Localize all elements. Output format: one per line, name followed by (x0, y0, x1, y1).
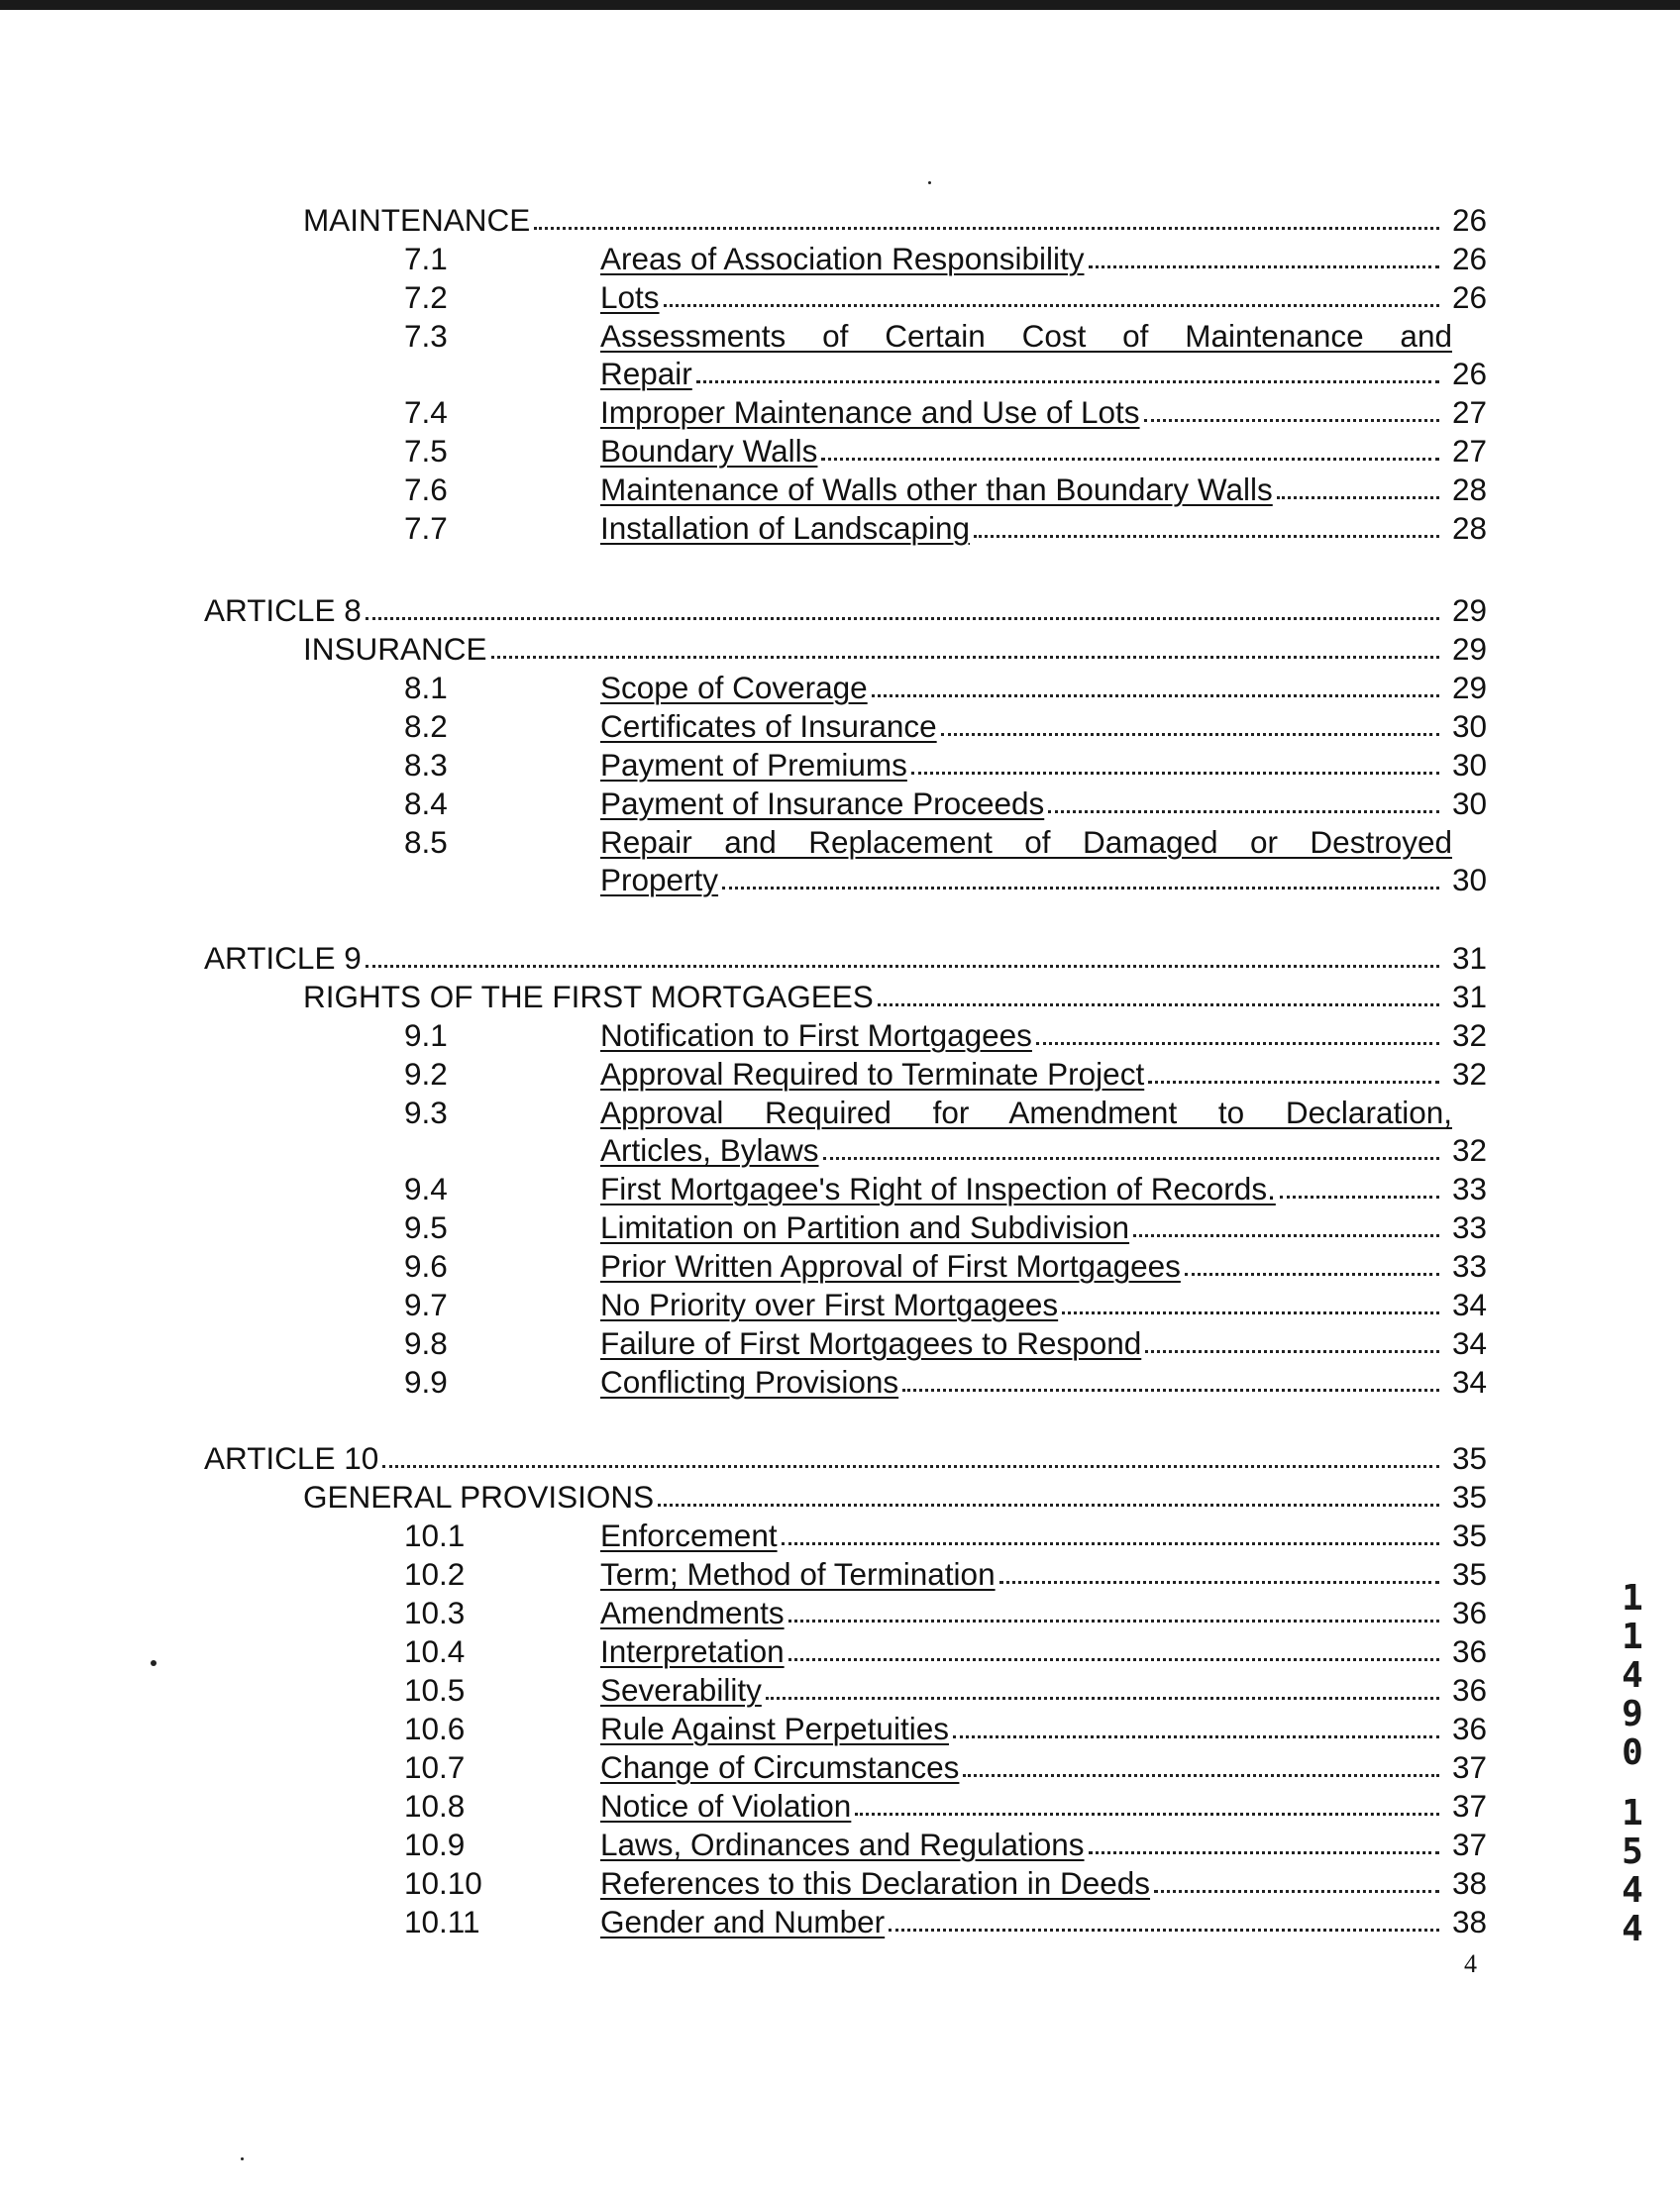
item-number: 7.6 (404, 471, 448, 507)
page-ref: 30 (1451, 708, 1487, 744)
item-title-line2-row (600, 861, 1487, 898)
item-title: Payment of Insurance Proceeds (600, 786, 1045, 821)
page-ref: 36 (1451, 1711, 1487, 1746)
dot-leader (941, 733, 1439, 736)
item-title-line1: Repair and Replacement of Damaged or Destroyed (600, 824, 1452, 860)
dot-leader (782, 1542, 1439, 1545)
page-ref: 28 (1451, 471, 1487, 507)
item-title: Boundary Walls (600, 433, 818, 469)
toc-item-10-7 (404, 1748, 1487, 1786)
dot-leader (664, 304, 1439, 307)
item-number: 8.3 (404, 747, 448, 783)
item-number: 9.3 (404, 1095, 448, 1130)
stamp-digit: 1 (1622, 1617, 1643, 1657)
dot-leader (999, 1581, 1439, 1584)
item-number: 9.2 (404, 1056, 448, 1092)
toc-item-8-1 (404, 669, 1487, 706)
page-ref: 32 (1451, 1132, 1487, 1168)
toc-item-9-1 (404, 1016, 1487, 1054)
page-ref: 26 (1451, 202, 1487, 238)
stamp-digit: 4 (1622, 1870, 1643, 1911)
dot-leader (534, 227, 1439, 230)
item-number: 8.2 (404, 708, 448, 744)
dot-leader (1154, 1890, 1439, 1893)
item-title: Limitation on Partition and Subdivision (600, 1209, 1130, 1245)
item-title: Failure of First Mortgagees to Respond (600, 1325, 1142, 1361)
stamp-digit: 0 (1622, 1732, 1643, 1773)
stamp-digit: 1 (1622, 1578, 1643, 1619)
stamp-digit: 5 (1622, 1832, 1643, 1872)
item-number: 8.5 (404, 824, 448, 860)
item-title: Payment of Premiums (600, 747, 907, 783)
page-ref: 27 (1451, 433, 1487, 469)
dot-leader (823, 1157, 1439, 1160)
item-title: No Priority over First Mortgagees (600, 1287, 1059, 1322)
item-title: Notice of Violation (600, 1788, 852, 1824)
article-label: ARTICLE 8 (204, 592, 362, 628)
page-ref: 36 (1451, 1672, 1487, 1708)
toc-item-9-2 (404, 1055, 1487, 1093)
dot-leader (1062, 1311, 1439, 1314)
page-ref: 35 (1451, 1440, 1487, 1476)
dot-leader (658, 1504, 1439, 1507)
section-title: RIGHTS OF THE FIRST MORTGAGEES (303, 979, 874, 1014)
dot-leader (872, 694, 1439, 697)
item-title: Improper Maintenance and Use of Lots (600, 394, 1140, 430)
item-title-line2-row (600, 1131, 1487, 1169)
page-ref: 38 (1451, 1865, 1487, 1901)
dot-leader (1277, 496, 1439, 499)
toc-item-10-4 (404, 1632, 1487, 1670)
page-ref: 30 (1451, 747, 1487, 783)
page-ref: 29 (1451, 670, 1487, 705)
item-title: Severability (600, 1672, 762, 1708)
toc-section-general-provisions (303, 1478, 1487, 1516)
document-stamp-number (1613, 1579, 1652, 1948)
item-number: 10.3 (404, 1595, 466, 1630)
item-title: Notification to First Mortgagees (600, 1017, 1032, 1053)
page-ref: 26 (1451, 279, 1487, 315)
page-ref: 33 (1451, 1248, 1487, 1284)
item-number: 10.8 (404, 1788, 466, 1824)
page-ref: 34 (1451, 1287, 1487, 1322)
dot-leader (1089, 265, 1440, 268)
page-ref: 37 (1451, 1788, 1487, 1824)
dot-leader (1145, 1350, 1439, 1353)
page-number: 4 (1464, 1949, 1477, 1978)
toc-item-10-8 (404, 1787, 1487, 1825)
toc-item-10-3 (404, 1594, 1487, 1631)
page-ref: 32 (1451, 1056, 1487, 1092)
page-ref: 31 (1451, 940, 1487, 976)
dot-leader (1089, 1851, 1439, 1854)
page-ref: 37 (1451, 1827, 1487, 1862)
dot-leader (696, 380, 1439, 383)
toc-item-7-5 (404, 432, 1487, 470)
page-ref: 30 (1451, 862, 1487, 897)
item-title: Change of Circumstances (600, 1749, 960, 1785)
item-title: Maintenance of Walls other than Boundary Walls (600, 471, 1273, 507)
page-ref: 35 (1451, 1518, 1487, 1553)
toc-section-insurance (303, 630, 1487, 668)
page-ref: 34 (1451, 1364, 1487, 1400)
item-title-line2-row (600, 355, 1487, 392)
toc-item-7-6 (404, 471, 1487, 508)
item-title: Interpretation (600, 1633, 785, 1669)
dot-leader (855, 1813, 1439, 1816)
item-number: 9.5 (404, 1209, 448, 1245)
dot-leader (382, 1465, 1439, 1468)
dot-leader (1280, 1196, 1439, 1199)
item-title: Gender and Number (600, 1904, 886, 1939)
item-title: Prior Written Approval of First Mortgagees (600, 1248, 1181, 1284)
toc-item-7-3 (404, 317, 1487, 392)
item-number: 8.4 (404, 786, 448, 821)
toc-item-9-7 (404, 1286, 1487, 1323)
item-number: 7.7 (404, 510, 448, 546)
dot-leader (1048, 810, 1439, 813)
item-title: References to this Declaration in Deeds (600, 1865, 1151, 1901)
dot-leader (902, 1389, 1439, 1392)
toc-section-rights-first-mortgagees (303, 978, 1487, 1015)
item-number: 10.4 (404, 1633, 466, 1669)
stamp-digit: 4 (1622, 1909, 1643, 1949)
item-number: 7.5 (404, 433, 448, 469)
item-title: Rule Against Perpetuities (600, 1711, 949, 1746)
page-ref: 33 (1451, 1209, 1487, 1245)
scan-speck (928, 181, 931, 184)
item-title: Term; Method of Termination (600, 1556, 996, 1592)
toc-item-7-1 (404, 240, 1487, 277)
stamp-digit: 4 (1622, 1655, 1643, 1696)
item-title: Scope of Coverage (600, 670, 868, 705)
item-title-line2: Repair (600, 356, 692, 391)
item-title: Amendments (600, 1595, 785, 1630)
dot-leader (366, 965, 1439, 968)
dot-leader (1148, 1081, 1439, 1084)
section-title: MAINTENANCE (303, 202, 531, 238)
section-title: INSURANCE (303, 631, 487, 667)
item-number: 10.5 (404, 1672, 466, 1708)
page-ref: 29 (1451, 592, 1487, 628)
toc-item-9-9 (404, 1363, 1487, 1401)
item-number: 7.4 (404, 394, 448, 430)
toc-item-10-10 (404, 1864, 1487, 1902)
toc-item-7-7 (404, 509, 1487, 547)
scan-speck (241, 2157, 244, 2160)
item-title: Approval Required to Terminate Project (600, 1056, 1145, 1092)
item-number: 9.4 (404, 1171, 448, 1206)
item-title-line2: Property (600, 862, 719, 897)
page-ref: 36 (1451, 1595, 1487, 1630)
page-ref: 30 (1451, 786, 1487, 821)
page-ref: 36 (1451, 1633, 1487, 1669)
toc-item-9-6 (404, 1247, 1487, 1285)
page-ref: 35 (1451, 1479, 1487, 1515)
page-ref: 33 (1451, 1171, 1487, 1206)
item-number: 9.6 (404, 1248, 448, 1284)
item-number: 7.1 (404, 241, 448, 276)
dot-leader (1133, 1234, 1439, 1237)
item-number: 10.6 (404, 1711, 466, 1746)
item-number: 9.7 (404, 1287, 448, 1322)
toc-item-8-2 (404, 707, 1487, 745)
toc-item-7-4 (404, 393, 1487, 431)
item-title: First Mortgagee's Right of Inspection of Records. (600, 1171, 1276, 1206)
stamp-digit: 1 (1622, 1793, 1643, 1833)
item-number: 10.7 (404, 1749, 466, 1785)
item-title: Enforcement (600, 1518, 778, 1553)
dot-leader (1036, 1042, 1439, 1045)
toc-item-8-4 (404, 785, 1487, 822)
dot-leader (821, 458, 1439, 461)
item-title: Laws, Ordinances and Regulations (600, 1827, 1085, 1862)
page-ref: 27 (1451, 394, 1487, 430)
dot-leader (878, 1003, 1439, 1006)
dot-leader (1144, 419, 1439, 422)
toc-article-9 (204, 939, 1487, 977)
article-label: ARTICLE 10 (204, 1440, 379, 1476)
dot-leader (491, 656, 1439, 659)
item-number: 10.1 (404, 1518, 466, 1553)
toc-article-8 (204, 591, 1487, 629)
item-title: Installation of Landscaping (600, 510, 971, 546)
dot-leader (911, 772, 1439, 775)
toc-item-10-9 (404, 1826, 1487, 1863)
section-title: GENERAL PROVISIONS (303, 1479, 655, 1515)
toc-item-7-2 (404, 278, 1487, 316)
item-number: 9.9 (404, 1364, 448, 1400)
toc-item-9-4 (404, 1170, 1487, 1207)
toc-item-9-8 (404, 1324, 1487, 1362)
dot-leader (788, 1620, 1439, 1623)
stamp-digit: 9 (1622, 1694, 1643, 1734)
page-ref: 28 (1451, 510, 1487, 546)
toc-item-10-11 (404, 1903, 1487, 1940)
dot-leader (1185, 1273, 1439, 1276)
article-label: ARTICLE 9 (204, 940, 362, 976)
page-ref: 26 (1451, 356, 1487, 391)
item-title: Areas of Association Responsibility (600, 241, 1085, 276)
scan-speck (151, 1660, 157, 1666)
item-title: Conflicting Provisions (600, 1364, 899, 1400)
scan-top-edge (0, 0, 1680, 10)
page-ref: 29 (1451, 631, 1487, 667)
dot-leader (974, 535, 1439, 538)
page-ref: 38 (1451, 1904, 1487, 1939)
toc-item-8-3 (404, 746, 1487, 784)
toc-item-9-5 (404, 1208, 1487, 1246)
stamp-gap (1613, 1772, 1652, 1794)
toc-item-8-5 (404, 823, 1487, 898)
item-number: 7.2 (404, 279, 448, 315)
item-title: Certificates of Insurance (600, 708, 937, 744)
toc-item-10-5 (404, 1671, 1487, 1709)
dot-leader (963, 1774, 1439, 1777)
dot-leader (788, 1658, 1439, 1661)
page-ref: 35 (1451, 1556, 1487, 1592)
dot-leader (766, 1697, 1439, 1700)
item-number: 7.3 (404, 318, 448, 354)
item-title-line1: Assessments of Certain Cost of Maintenance and (600, 318, 1452, 354)
dot-leader (722, 887, 1439, 890)
dot-leader (953, 1735, 1439, 1738)
item-title: Lots (600, 279, 660, 315)
item-number: 10.10 (404, 1865, 482, 1901)
item-number: 9.8 (404, 1325, 448, 1361)
toc-item-10-2 (404, 1555, 1487, 1593)
page-ref: 31 (1451, 979, 1487, 1014)
item-title-line2: Articles, Bylaws (600, 1132, 819, 1168)
page-ref: 34 (1451, 1325, 1487, 1361)
item-number: 8.1 (404, 670, 448, 705)
toc-item-9-3 (404, 1094, 1487, 1169)
item-number: 10.11 (404, 1904, 480, 1939)
toc-article-10 (204, 1439, 1487, 1477)
toc-item-10-6 (404, 1710, 1487, 1747)
toc-item-10-1 (404, 1517, 1487, 1554)
page-ref: 32 (1451, 1017, 1487, 1053)
item-number: 10.2 (404, 1556, 466, 1592)
page-ref: 26 (1451, 241, 1487, 276)
page-ref: 37 (1451, 1749, 1487, 1785)
item-title-line1: Approval Required for Amendment to Declaration, (600, 1095, 1452, 1130)
toc-section-maintenance (303, 201, 1487, 239)
dot-leader (889, 1929, 1439, 1932)
item-number: 9.1 (404, 1017, 448, 1053)
dot-leader (366, 617, 1439, 620)
item-number: 10.9 (404, 1827, 466, 1862)
